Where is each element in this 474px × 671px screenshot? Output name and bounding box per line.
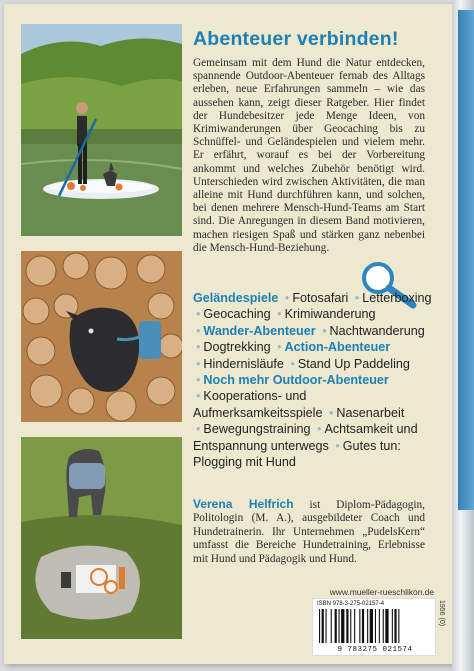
topic-item: Nasenarbeit [336,405,405,420]
topic-item: Kooperations- und Aufmerksamkeitsspiele [193,389,323,420]
topic-separator: • [354,291,360,305]
topic-category: Geländespiele [193,291,279,305]
price-code: 1956 (0) [438,600,445,627]
topic-item: Stand Up Paddeling [297,356,410,371]
publisher-url: www.mueller-rueschlikon.de [329,587,434,597]
topic-separator: • [196,389,201,404]
topic-separator: • [335,438,340,453]
book-spine-color [458,10,474,510]
topic-separator: • [196,340,201,355]
barcode-bars [319,609,431,645]
barcode-digits: 9 783275 021574 [337,646,413,654]
topic-separator: • [290,356,295,371]
topic-separator: • [277,307,282,322]
topic-category: Action-Abenteuer [284,340,391,355]
author-bio [193,498,425,566]
author-name: Verena Helfrich [193,497,294,511]
topic-item: Nachtwanderung [329,323,425,338]
topic-item: Gutes tun: Plogging mit Hund [193,438,401,470]
topic-separator: • [196,373,201,388]
topic-item: Hindernisläufe [203,356,284,371]
photo-dog-geocache [21,437,182,639]
topic-item: Fotosafari [292,291,349,305]
topic-category: Noch mehr Outdoor-Abenteuer [203,373,389,388]
topic-separator: • [196,422,201,437]
topic-item: Letterboxing [362,291,432,305]
intro-text: Gemeinsam mit dem Hund die Natur entdecken, spannende Outdoor-Abenteuer fernab des Alltags erleben, neue Erfahrungen sammeln – wie das aussehen kann, zeigt dieser Ratgeber. Hier findet der Hundebesitzer jede Menge Ideen, von Krimiwanderungen über Geocaching bis zu Schnüffel- und Geländespielen und vielem mehr. Er erfährt, worauf es bei der Vorbereitung ankommt und welches Zubehör benötigt wird. Unterschieden wird zwischen Aktivitäten, die man alleine mit Hund durchführen kann, und solchen, bei denen mehrere Mensch-Hund-Teams am Start sind. Die Anregungen in diesem Band motivieren, machen riesigen Spaß und stärken ganz nebenbei die Mensch-Hund-Beziehung. [193,57,425,254]
topic-separator: • [322,323,327,338]
topic-list [193,290,433,470]
topic-category: Wander-Abenteuer [203,323,316,338]
topic-item: Achtsamkeit und Entspannung unterwegs [193,422,418,453]
author-bio-text: ist Diplom-Pädagogin, Politologin (M. A.), ausgebildeter Coach und Hundetrainerin. Ihr Unternehmen „PudelsKern“ umfasst die Bereiche Hundetraining, Erlebnisse mit Hund und Pädagogik und Hund. [193,499,425,565]
headline: Abenteuer verbinden! [193,28,399,50]
topic-item: Geocaching [203,307,271,322]
topic-separator: • [196,323,201,338]
topic-item: Bewegungstraining [203,422,311,437]
topic-separator: • [196,356,201,371]
photo-stand-up-paddling [21,24,182,236]
photo-dog-woodpile [21,251,182,422]
isbn-text: ISBN 978-3-275-02157-4 [317,601,385,607]
barcode [312,598,436,656]
topic-separator: • [328,405,334,420]
topic-separator: • [284,291,290,305]
topic-separator: • [196,307,201,322]
topic-item: Krimiwanderung [284,307,376,322]
topic-separator: • [317,422,322,437]
topic-separator: • [277,340,282,355]
topic-item: Dogtrekking [203,340,271,355]
